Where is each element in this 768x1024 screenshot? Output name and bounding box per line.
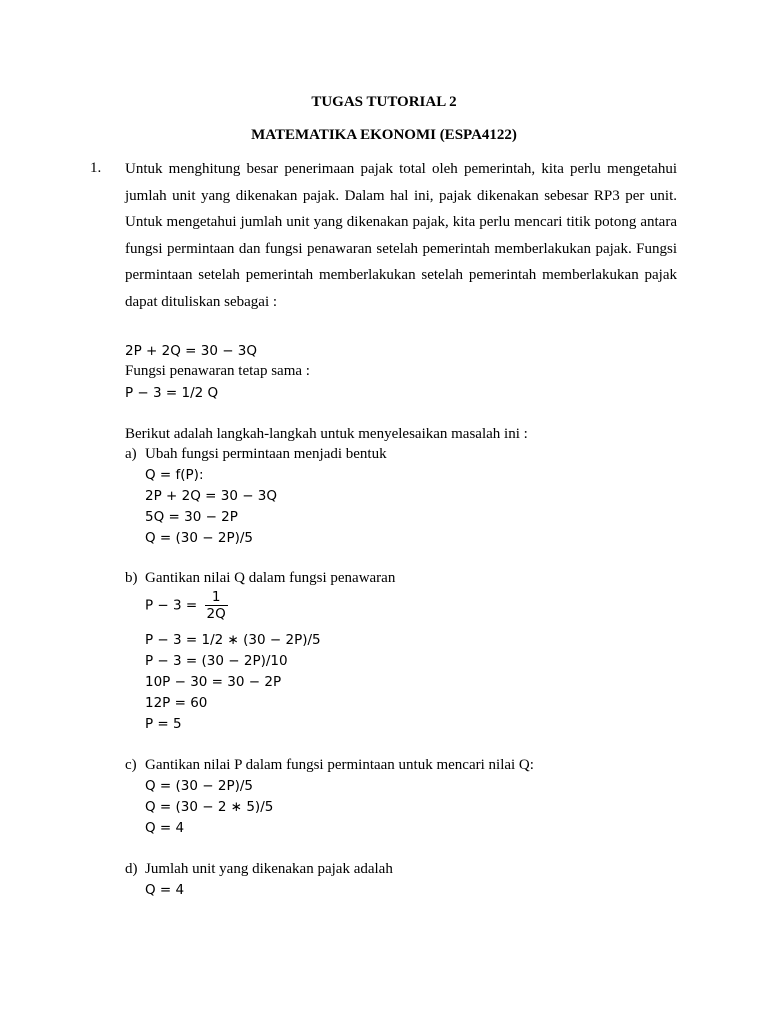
step-b-equation: P − 3 = (30 − 2P)/10 xyxy=(145,653,288,669)
step-b-equation: P − 3 = 1/2 ∗ (30 − 2P)/5 xyxy=(145,632,321,648)
supply-equation: P − 3 = 1/2 Q xyxy=(125,385,219,401)
step-c-equation: Q = (30 − 2P)/5 xyxy=(145,778,253,794)
step-c-text: Gantikan nilai P dalam fungsi permintaan untuk mencari nilai Q: xyxy=(145,757,534,773)
fraction xyxy=(205,589,228,622)
step-a-text: Ubah fungsi permintaan menjadi bentuk xyxy=(145,446,387,462)
step-c-equation: Q = (30 − 2 ∗ 5)/5 xyxy=(145,799,274,815)
paragraph-line: dapat dituliskan sebagai : xyxy=(125,293,278,310)
paragraph-line: permintaan setelah pemerintah memberlakukan setelah pemerintah memberlakukan pajak xyxy=(125,267,677,284)
fraction-numerator: 1 xyxy=(211,589,221,605)
step-d-label: d) xyxy=(125,861,138,877)
step-b-equation: 10P − 30 = 30 − 2P xyxy=(145,674,282,690)
paragraph-line: Untuk menghitung besar penerimaan pajak total oleh pemerintah, kita perlu mengetahui xyxy=(125,161,677,177)
step-a-equation: 5Q = 30 − 2P xyxy=(145,509,238,525)
document-title: TUGAS TUTORIAL 2 xyxy=(311,94,457,110)
demand-equation: 2P + 2Q = 30 − 3Q xyxy=(125,343,258,359)
supply-text: Fungsi penawaran tetap sama : xyxy=(125,363,310,379)
question-number: 1. xyxy=(90,160,102,176)
step-a-equation: 2P + 2Q = 30 − 3Q xyxy=(145,488,278,504)
step-d-equation: Q = 4 xyxy=(145,882,185,898)
step-b-fraction-equation xyxy=(145,589,228,622)
step-c-label: c) xyxy=(125,757,137,773)
step-b-label: b) xyxy=(125,570,138,586)
paragraph-line: fungsi permintaan dan fungsi penawaran setelah pemerintah memberlakukan pajak. Fungsi xyxy=(125,240,677,257)
step-b-equation: P = 5 xyxy=(145,716,182,732)
steps-intro: Berikut adalah langkah-langkah untuk menyelesaikan masalah ini : xyxy=(125,426,528,442)
question-paragraph xyxy=(125,156,677,316)
fraction-denominator: 2Q xyxy=(206,606,226,622)
step-a-equation: Q = f(P): xyxy=(145,467,204,483)
document-subtitle: MATEMATIKA EKONOMI (ESPA4122) xyxy=(251,127,517,143)
paragraph-line: jumlah unit yang dikenakan pajak. Dalam hal ini, pajak dikenakan sebesar RP3 per unit. xyxy=(125,187,677,204)
step-d-text: Jumlah unit yang dikenakan pajak adalah xyxy=(145,861,393,877)
step-a-label: a) xyxy=(125,446,137,462)
paragraph-line: Untuk mengetahui jumlah unit yang dikenakan pajak, kita perlu mencari titik potong antara xyxy=(125,214,677,231)
step-c-equation: Q = 4 xyxy=(145,820,185,836)
step-b-equation: 12P = 60 xyxy=(145,695,208,711)
step-b-text: Gantikan nilai Q dalam fungsi penawaran xyxy=(145,570,396,586)
step-a-equation: Q = (30 − 2P)/5 xyxy=(145,530,253,546)
fraction-left: P − 3 = xyxy=(145,597,198,614)
